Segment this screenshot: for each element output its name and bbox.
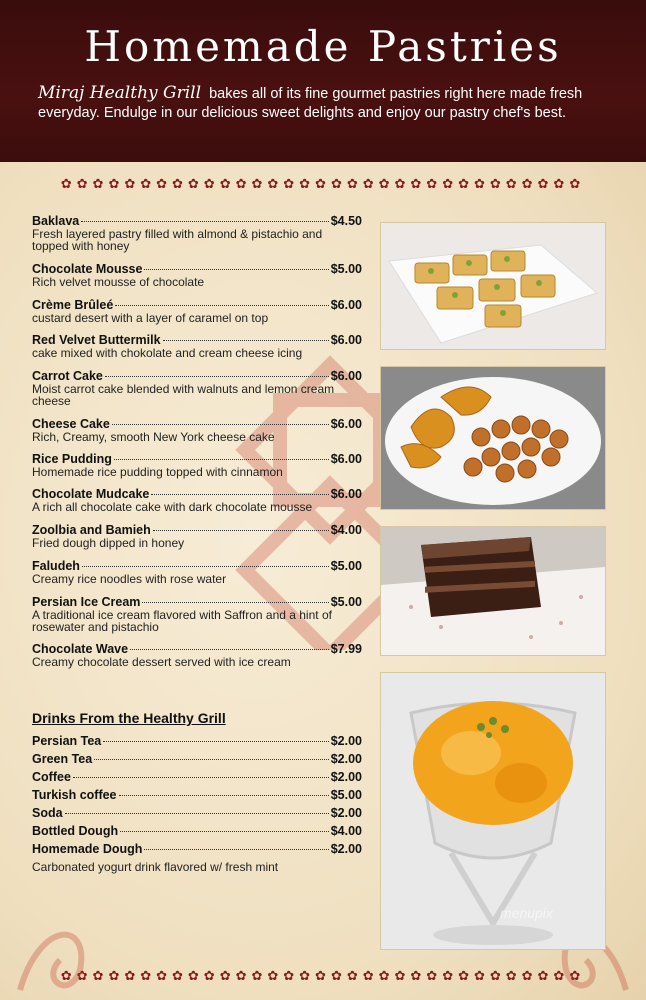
drink-item: [32, 824, 362, 838]
item-price: $7.99: [330, 642, 362, 656]
leader-dots: [120, 831, 329, 832]
item-description: Rich velvet mousse of chocolate: [32, 275, 205, 289]
item-description: Creamy rice noodles with rose water: [32, 572, 227, 586]
item-price: $4.00: [330, 523, 362, 537]
menu-item: [32, 523, 362, 549]
menu-item: [32, 487, 362, 513]
chocolate-cake-photo: [380, 526, 606, 656]
menu-item: [32, 369, 362, 407]
drink-item: [32, 842, 362, 856]
menu-item: [32, 214, 362, 252]
item-name: Coffee: [32, 770, 71, 784]
drink-item: [32, 752, 362, 766]
item-name: Bottled Dough: [32, 824, 119, 838]
item-price: $5.00: [330, 559, 362, 573]
item-price: $2.00: [330, 770, 362, 784]
leader-dots: [94, 759, 329, 760]
menu-item: [32, 333, 362, 359]
item-name: Soda: [32, 806, 63, 820]
leader-dots: [144, 269, 328, 270]
item-price: $6.00: [330, 369, 362, 383]
item-price: $2.00: [330, 734, 362, 748]
item-description: cake mixed with chokolate and cream cheese icing: [32, 346, 303, 360]
brand-name: Miraj Healthy Grill: [38, 83, 202, 103]
menu-item: [32, 417, 362, 443]
item-price: $6.00: [330, 333, 362, 347]
item-price: $5.00: [330, 788, 362, 802]
page-title: Homemade Pastries: [84, 22, 562, 71]
leader-dots: [65, 813, 329, 814]
decorative-border-top: ✿✿✿✿✿✿✿✿✿✿✿✿✿✿✿✿✿✿✿✿✿✿✿✿✿✿✿✿✿✿✿✿✿: [60, 176, 586, 191]
menu-item: [32, 559, 362, 585]
item-description: A rich all chocolate cake with dark chocolate mousse: [32, 500, 313, 514]
item-price: $4.00: [330, 824, 362, 838]
item-name: Chocolate Wave: [32, 642, 129, 656]
item-name: Cheese Cake: [32, 417, 110, 431]
item-price: $5.00: [330, 595, 362, 609]
item-name: Persian Tea: [32, 734, 102, 748]
intro-body: bakes all of its fine gourmet pastries right here made fresh everyday. Endulge in our delicious sweet delights and enjoy our pastry chef's best.: [38, 86, 583, 121]
leader-dots: [82, 566, 329, 567]
leader-dots: [144, 849, 328, 850]
leader-dots: [103, 741, 328, 742]
decorative-border-bottom: ✿✿✿✿✿✿✿✿✿✿✿✿✿✿✿✿✿✿✿✿✿✿✿✿✿✿✿✿✿✿✿✿✿: [60, 968, 586, 983]
drink-item: [32, 806, 362, 820]
item-price: $6.00: [330, 452, 362, 466]
header-banner: [0, 0, 646, 162]
item-description: Fried dough dipped in honey: [32, 536, 185, 550]
item-name: Red Velvet Buttermilk: [32, 333, 161, 347]
item-description: A traditional ice cream flavored with Saffron and a hint of rosewater and pistachio: [32, 608, 332, 634]
fried-pastries-photo: [380, 366, 606, 510]
item-price: $5.00: [330, 262, 362, 276]
item-description: Homemade rice pudding topped with cinnamon: [32, 465, 283, 479]
item-price: $4.50: [330, 214, 362, 228]
item-name: Crème Brûleé: [32, 298, 114, 312]
leader-dots: [73, 777, 329, 778]
saffron-ice-cream-photo: [380, 672, 606, 950]
item-name: Rice Pudding: [32, 452, 112, 466]
drinks-note: Carbonated yogurt drink flavored w/ fresh mint: [32, 860, 279, 874]
leader-dots: [163, 340, 329, 341]
leader-dots: [112, 424, 329, 425]
menu-item: [32, 595, 362, 633]
baklava-photo: [380, 222, 606, 350]
item-name: Baklava: [32, 214, 80, 228]
item-price: $2.00: [330, 752, 362, 766]
watermark-label: menupix: [500, 905, 553, 921]
menu-item: [32, 642, 362, 668]
item-description: custard desert with a layer of caramel on top: [32, 311, 269, 325]
menu-item: [32, 298, 362, 324]
item-description: Fresh layered pastry filled with almond & pistachio and topped with honey: [32, 227, 323, 253]
item-name: Green Tea: [32, 752, 93, 766]
item-description: Moist carrot cake blended with walnuts and lemon cream cheese: [32, 382, 335, 408]
leader-dots: [119, 795, 329, 796]
menu-item: [32, 452, 362, 478]
item-name: Carrot Cake: [32, 369, 103, 383]
item-price: $6.00: [330, 487, 362, 501]
item-name: Turkish coffee: [32, 788, 117, 802]
item-description: Rich, Creamy, smooth New York cheese cake: [32, 430, 275, 444]
item-name: Persian Ice Cream: [32, 595, 141, 609]
leader-dots: [142, 602, 328, 603]
drink-item: [32, 734, 362, 748]
leader-dots: [130, 649, 329, 650]
leader-dots: [115, 305, 328, 306]
leader-dots: [151, 494, 328, 495]
drink-item: [32, 770, 362, 784]
item-name: Homemade Dough: [32, 842, 143, 856]
item-name: Chocolate Mudcake: [32, 487, 150, 501]
leader-dots: [81, 221, 328, 222]
item-description: Creamy chocolate dessert served with ice cream: [32, 655, 291, 669]
item-name: Faludeh: [32, 559, 80, 573]
item-name: Zoolbia and Bamieh: [32, 523, 151, 537]
item-price: $6.00: [330, 298, 362, 312]
item-name: Chocolate Mousse: [32, 262, 143, 276]
item-price: $6.00: [330, 417, 362, 431]
drinks-heading: Drinks From the Healthy Grill: [32, 710, 226, 726]
intro-text: [38, 84, 618, 123]
leader-dots: [114, 459, 329, 460]
menu-item: [32, 262, 362, 288]
leader-dots: [153, 530, 329, 531]
leader-dots: [105, 376, 329, 377]
item-price: $2.00: [330, 842, 362, 856]
item-price: $2.00: [330, 806, 362, 820]
drink-item: [32, 788, 362, 802]
